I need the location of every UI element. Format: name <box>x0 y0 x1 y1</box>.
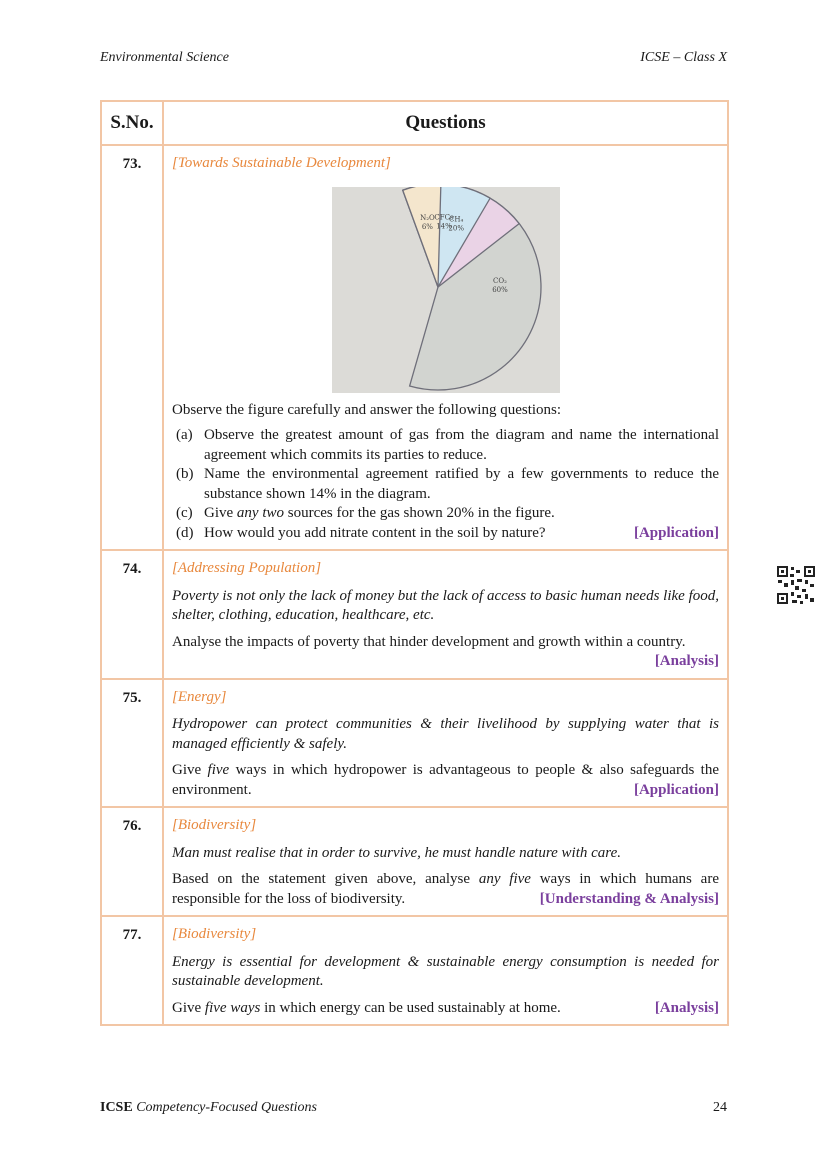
sub-question-list <box>172 426 719 543</box>
column-header-sno: S.No. <box>101 101 163 145</box>
running-footer-title: ICSE Competency-Focused Questions <box>100 1100 317 1115</box>
pie-slice-value: 6% <box>421 222 433 231</box>
question-body <box>163 550 728 679</box>
running-header-subject: Environmental Science <box>100 50 229 65</box>
question-quote: Poverty is not only the lack of money but the lack of access to basic human needs like food, shelter, clothing, education, healthcare, etc. <box>172 587 719 623</box>
question-intro: Observe the figure carefully and answer the following questions: <box>172 401 562 418</box>
question-number: 74. <box>101 550 163 679</box>
pie-slice-value: 60% <box>491 285 508 294</box>
question-body <box>163 679 728 808</box>
pie-slice-value: 20% <box>447 224 464 233</box>
sub-question-b: (b) Name the environmental agreement ratified by a few governments to reduce the substance shown 14% in the diagram. <box>176 466 719 502</box>
questions-table <box>100 100 729 1026</box>
question-number: 75. <box>101 679 163 808</box>
question-body <box>163 145 728 550</box>
question-text: Give five ways in which hydropower is advantageous to people & also safeguards the environment. [Application] <box>172 761 719 800</box>
pie-slice-value: 14% <box>435 221 452 230</box>
sub-question-c: (c) Give any two sources for the gas shown 20% in the figure. <box>176 505 555 521</box>
question-row-73 <box>101 145 728 550</box>
pie-slice-label: CH₄ <box>448 215 463 224</box>
question-number: 73. <box>101 145 163 550</box>
question-quote: Energy is essential for development & sustainable energy consumption is needed for sustainable development. <box>172 953 719 989</box>
question-text: [Analysis] Give five ways in which energy can be used sustainably at home. <box>172 999 719 1019</box>
question-number: 76. <box>101 807 163 916</box>
question-row-76 <box>101 807 728 916</box>
skill-tag: [Analysis] <box>654 999 719 1016</box>
question-quote: Hydropower can protect communities & their livelihood by supplying water that is managed efficiently & safely. <box>172 716 719 752</box>
column-header-questions: Questions <box>163 101 728 145</box>
question-topic: [Addressing Population] <box>172 560 322 576</box>
pie-slice-label: N₂O <box>419 213 435 222</box>
question-topic: [Biodiversity] <box>172 926 257 942</box>
question-row-77 <box>101 916 728 1025</box>
skill-tag: [Application] <box>633 781 719 798</box>
page-number: 24 <box>713 1100 727 1115</box>
running-header-class: ICSE – Class X <box>640 50 727 65</box>
question-topic: [Towards Sustainable Development] <box>172 155 391 171</box>
skill-tag: [Understanding & Analysis] <box>539 890 719 907</box>
pie-slice-label: CFCs <box>433 212 454 221</box>
question-number: 77. <box>101 916 163 1025</box>
question-text: Analyse the impacts of poverty that hinder development and growth within a country. [Analysis] <box>172 633 719 653</box>
question-text: Based on the statement given above, analyse any five ways in which humans are responsible for the loss of biodiversity. [Understanding & Analysis] <box>172 870 719 909</box>
question-row-75 <box>101 679 728 808</box>
question-quote: Man must realise that in order to survive, he must handle nature with care. <box>172 844 621 861</box>
question-topic: [Energy] <box>172 688 227 705</box>
question-row-74 <box>101 550 728 679</box>
question-body <box>163 807 728 916</box>
qr-code-icon[interactable] <box>776 565 816 605</box>
pie-slice-label: CO₂ <box>492 276 507 285</box>
question-body <box>163 916 728 1025</box>
question-topic: [Biodiversity] <box>172 817 257 833</box>
skill-tag: [Application] <box>633 524 719 541</box>
table-header-row <box>101 101 728 145</box>
greenhouse-gas-pie-figure <box>332 187 560 393</box>
sub-question-a: (a) Observe the greatest amount of gas from the diagram and name the international agreement which commits its parties to reduce. <box>176 427 719 463</box>
skill-tag: [Analysis] <box>654 653 719 669</box>
sub-question-d: (d) [Application] How would you add nitrate content in the soil by nature? <box>172 524 719 544</box>
